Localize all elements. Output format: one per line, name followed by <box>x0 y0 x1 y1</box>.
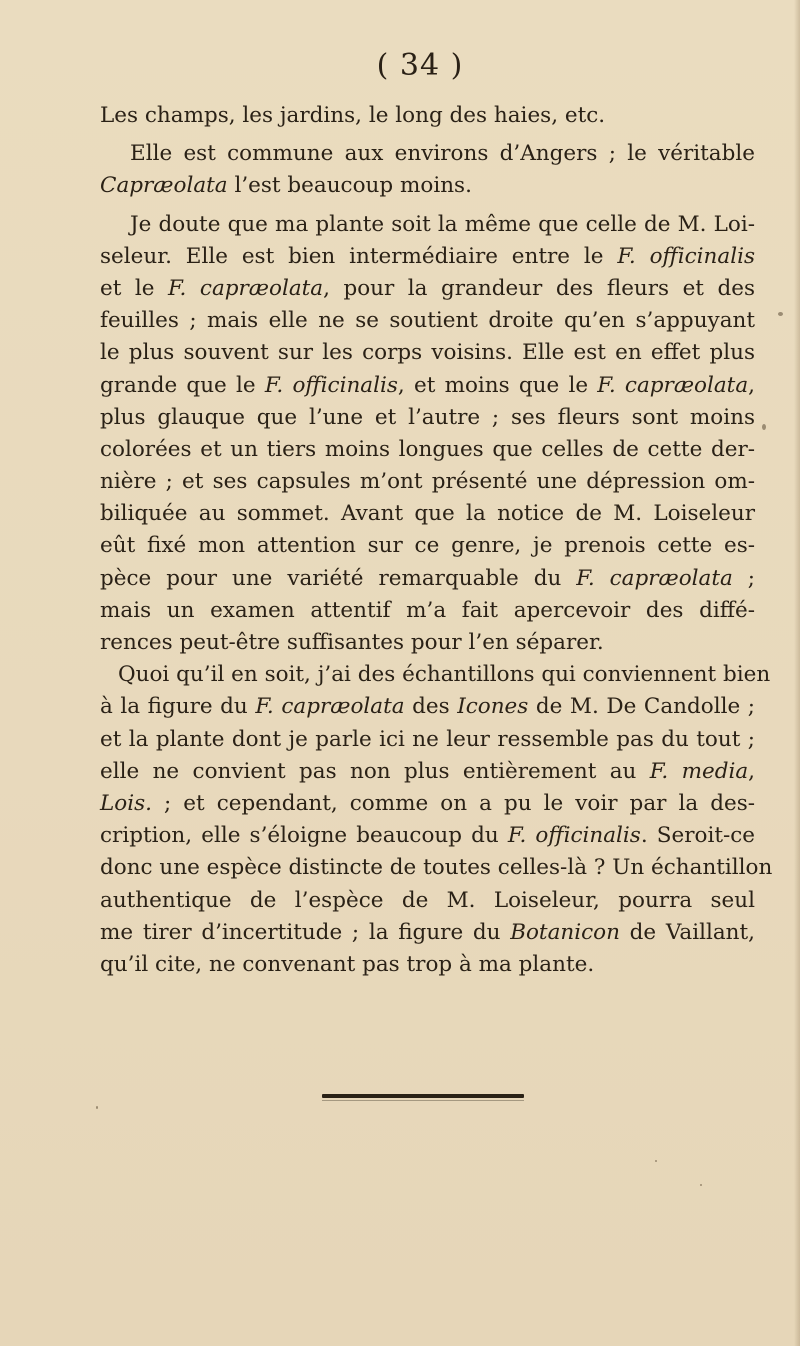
text-line: donc une espèce distincte de toutes celles-là ? Un échantillon <box>100 855 773 881</box>
paper-speck <box>700 1184 702 1186</box>
text-line: Elle est commune aux environs d’Angers ; le véritable <box>130 141 755 167</box>
text-line: pèce pour une variété remarquable du F. capræolata ; <box>100 565 755 591</box>
text-line: Les champs, les jardins, le long des haies, etc. <box>100 103 606 128</box>
section-divider-rule <box>322 1094 524 1098</box>
text-line: cription, elle s’éloigne beaucoup du F. officinalis. Seroit-ce <box>100 823 755 849</box>
page-number: ( 34 ) <box>376 48 464 83</box>
text-line: feuilles ; mais elle ne se soutient droite qu’en s’appuyant <box>100 308 755 334</box>
text-line: nière ; et ses capsules m’ont présenté une dépression om- <box>100 469 755 495</box>
text-line: rences peut-être suffisantes pour l’en séparer. <box>100 630 604 655</box>
text-line: Je doute que ma plante soit la même que celle de M. Loi- <box>130 211 755 237</box>
paper-speck <box>655 1160 657 1162</box>
text-line: seleur. Elle est bien intermédiaire entre le F. officinalis <box>100 243 755 269</box>
text-line: me tirer d’incertitude ; la figure du Botanicon de Vaillant, <box>100 919 755 945</box>
text-line: et le F. capræolata, pour la grandeur des fleurs et des <box>100 275 755 301</box>
text-line: elle ne convient pas non plus entièrement au F. media, <box>100 758 755 784</box>
text-line: qu’il cite, ne convenant pas trop à ma plante. <box>100 951 595 977</box>
text-line: Quoi qu’il en soit, j’ai des échantillons qui conviennent bien <box>118 662 771 688</box>
text-line: eût fixé mon attention sur ce genre, je prenois cette es- <box>100 533 755 559</box>
text-line: biliquée au sommet. Avant que la notice de M. Loiseleur <box>100 501 755 527</box>
text-line: mais un examen attentif m’a fait apercevoir des diffé- <box>100 597 755 623</box>
text-line: et la plante dont je parle ici ne leur ressemble pas du tout ; <box>100 726 755 752</box>
paper-speck <box>762 424 766 430</box>
text-line: grande que le F. officinalis, et moins que le F. capræolata, <box>100 372 755 398</box>
text-line: authentique de l’espèce de M. Loiseleur, pourra seul <box>100 887 755 913</box>
paper-speck <box>778 312 783 316</box>
section-divider-shadow <box>322 1100 524 1101</box>
page-edge-shadow <box>794 0 800 1346</box>
text-line: Capræolata l’est beaucoup moins. <box>100 173 472 199</box>
paper-speck <box>96 1106 98 1109</box>
text-line: le plus souvent sur les corps voisins. Elle est en effet plus <box>100 340 755 366</box>
body-text <box>100 100 773 981</box>
text-line: Lois. ; et cependant, comme on a pu le voir par la des- <box>100 790 755 816</box>
text-line: plus glauque que l’une et l’autre ; ses fleurs sont moins <box>100 404 755 430</box>
text-line: à la figure du F. capræolata des Icones de M. De Candolle ; <box>100 694 755 720</box>
text-line: colorées et un tiers moins longues que celles de cette der- <box>100 436 755 462</box>
